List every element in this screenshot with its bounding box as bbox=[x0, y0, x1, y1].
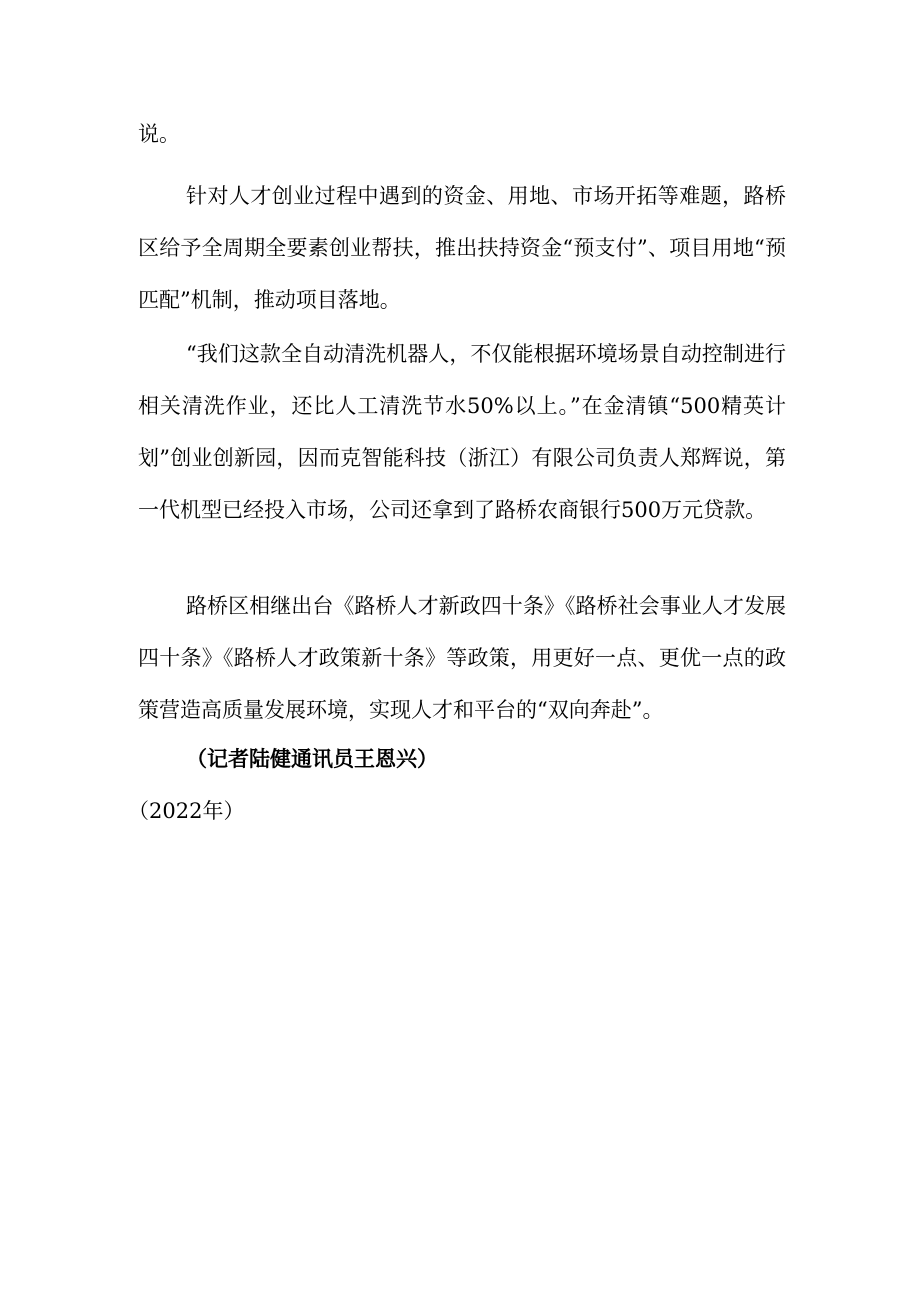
paragraph-robot-company: “我们这款全自动清洗机器人，不仅能根据环境场景自动控制进行相关清洗作业，还比人工清洗节水50%以上。”在金清镇“500精英计划”创业创新园，因而克智能科技（浙江）有限公司负责人郑辉说，第一代机型已经投入市场，公司还拿到了路桥农商银行500万元贷款。 bbox=[138, 342, 786, 522]
byline: （记者陆健通讯员王恩兴） bbox=[186, 746, 438, 771]
publication-year: （2022年） bbox=[128, 799, 245, 823]
paragraph-continuation: 说。 bbox=[138, 122, 180, 146]
paragraph-policies: 路桥区相继出台《路桥人才新政四十条》《路桥社会事业人才发展四十条》《路桥人才政策新十条》等政策，用更好一点、更优一点的政策营造高质量发展环境，实现人才和平台的“双向奔赴”。 bbox=[138, 594, 786, 722]
paragraph-talent-support: 针对人才创业过程中遇到的资金、用地、市场开拓等难题，路桥区给予全周期全要素创业帮扶，推出扶持资金“预支付”、项目用地“预匹配”机制，推动项目落地。 bbox=[138, 184, 786, 312]
